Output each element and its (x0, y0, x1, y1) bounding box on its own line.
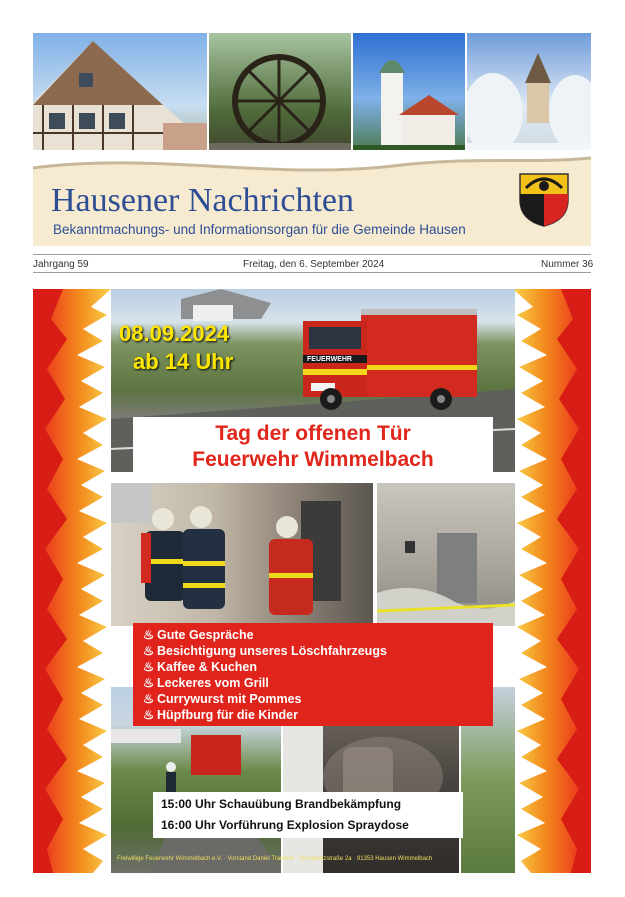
feature-item: ♨ Hüpfburg für die Kinder (143, 708, 298, 722)
feature-item: ♨ Leckeres vom Grill (143, 676, 269, 690)
masthead-subtitle: Bekanntmachungs- und Informationsorgan für die Gemeinde Hausen (53, 222, 466, 237)
firefighter-center (183, 506, 225, 609)
headline-box (133, 417, 493, 477)
event-time: ab 14 Uhr (133, 349, 234, 374)
poster-footer: Freiwillige Feuerwehr Wimmelbach e.V. · Vorstand Daniel Trautner · Sportplatzstraße 2a · 91353 Hausen Wimmelbach (117, 856, 433, 862)
schedule-box (153, 792, 463, 838)
issue-number: Nummer 36 (541, 259, 594, 270)
photo-firefighters (111, 483, 373, 626)
photo-winter-chapel (467, 33, 591, 165)
flame-bullet-icon: ♨ (143, 708, 155, 722)
issue-rule-bottom (33, 272, 591, 273)
headline-line-1: Tag der offenen Tür (215, 422, 411, 445)
issue-volume: Jahrgang 59 (33, 259, 89, 270)
masthead-banner (33, 150, 591, 246)
features-box (133, 623, 493, 726)
feature-item: ♨ Besichtigung unseres Löschfahrzeugs (143, 644, 387, 658)
feature-item: ♨ Gute Gespräche (143, 628, 254, 642)
truck-label: FEUERWEHR (307, 356, 352, 363)
flame-bullet-icon: ♨ (143, 628, 155, 642)
photo-building-smoke (377, 483, 515, 626)
flame-bullet-icon: ♨ (143, 692, 155, 706)
headline-line-2: Feuerwehr Wimmelbach (192, 448, 434, 471)
photo-church-tower (353, 33, 465, 165)
feature-item: ♨ Kaffee & Kuchen (143, 660, 258, 674)
flame-bullet-icon: ♨ (143, 676, 155, 690)
photo-water-wheel (209, 33, 351, 165)
schedule-item: 15:00 Uhr Schauübung Brandbekämpfung (161, 797, 402, 811)
schedule-item: 16:00 Uhr Vorführung Explosion Spraydose (161, 818, 409, 832)
feature-item: ♨ Currywurst mit Pommes (143, 692, 302, 706)
event-date: 08.09.2024 (119, 321, 230, 346)
flame-bullet-icon: ♨ (143, 644, 155, 658)
fire-truck-icon (301, 303, 481, 413)
issue-date: Freitag, den 6. September 2024 (243, 259, 385, 270)
photo-half-timbered-house (33, 33, 207, 165)
issue-rule-top (33, 254, 591, 255)
flame-bullet-icon: ♨ (143, 660, 155, 674)
coat-of-arms-icon (518, 166, 570, 228)
masthead-title: Hausener Nachrichten (51, 182, 355, 219)
header-photo-strip (33, 33, 591, 165)
event-poster (33, 289, 591, 873)
